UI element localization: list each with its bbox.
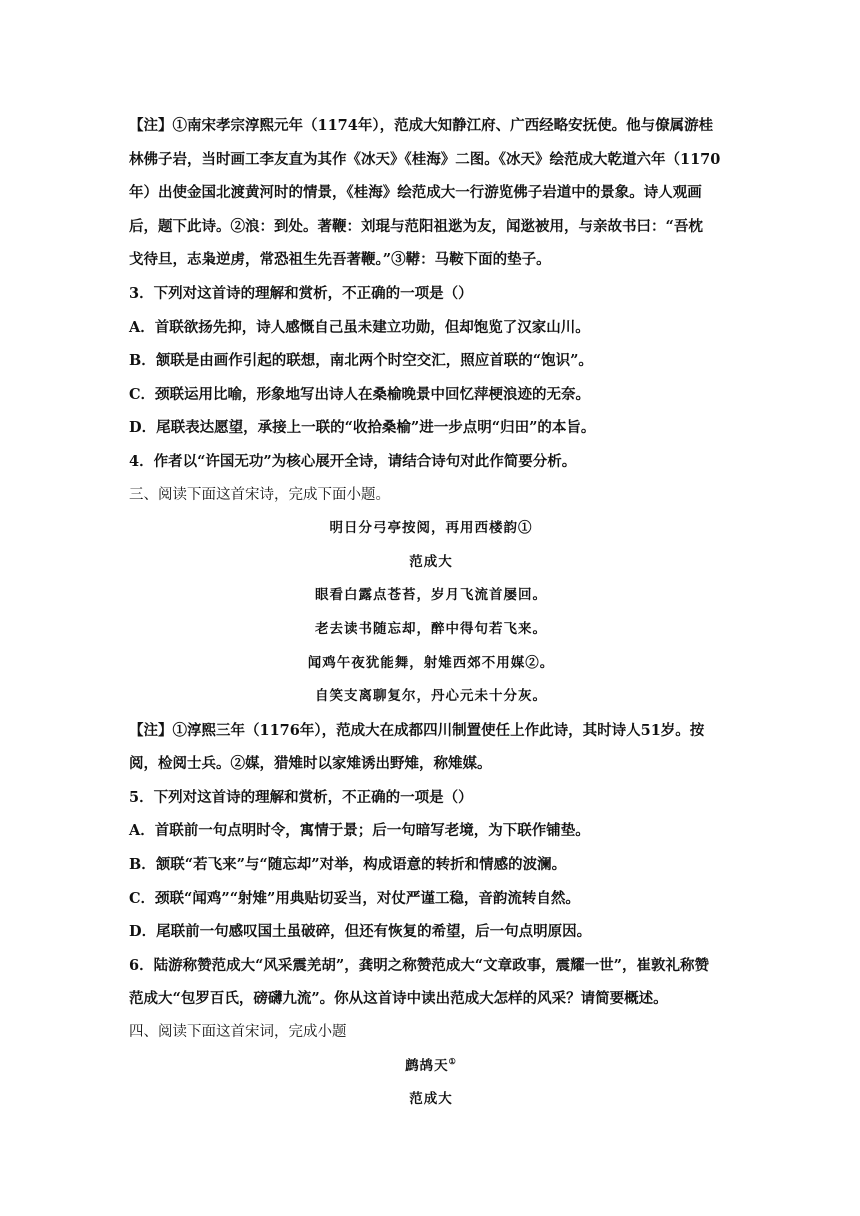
- question-6-line: 6．陆游称赞范成大“风采震羌胡”，龚明之称赞范成大“文章政事，震耀一世”，崔敦礼称赞: [129, 956, 709, 974]
- question-3-option-c: C．颈联运用比喻，形象地写出诗人在桑榆晚景中回忆萍梗浪迹的无奈。: [129, 385, 591, 403]
- question-4-stem: 4．作者以“许国无功”为核心展开全诗，请结合诗句对此作简要分析。: [129, 452, 577, 470]
- question-5-stem: 5．下列对这首诗的理解和赏析，不正确的一项是（）: [129, 788, 473, 806]
- poem-line: 闻鸡午夜犹能舞，射雉西郊不用媒②。: [307, 654, 555, 671]
- poem-title: 明日分弓亭按阅，再用西楼韵①: [329, 520, 533, 537]
- question-3-option-d: D．尾联表达愿望，承接上一联的“收拾桑榆”进一步点明“归田”的本旨。: [129, 419, 596, 437]
- poem-line: 眼看白露点苍苔，岁月飞流首屡回。: [315, 587, 547, 604]
- question-5-option-c: C．颈联“闻鸡”“射雉”用典贴切妥当，对仗严谨工稳，音韵流转自然。: [129, 889, 580, 907]
- poem-author: 范成大: [409, 553, 453, 570]
- ci-title-text: 鹧鸪天: [405, 1057, 449, 1074]
- section-4-heading: 四、阅读下面这首宋词，完成小题: [129, 1024, 347, 1041]
- poem-line: 自笑支离聊复尔，丹心元未十分灰。: [315, 688, 547, 705]
- question-5-option-b: B．颔联“若飞来”与“随忘却”对举，构成语意的转折和情感的波澜。: [129, 856, 567, 874]
- ci-title: [129, 1050, 733, 1084]
- question-3-option-a: A．首联欲扬先抑，诗人感慨自己虽未建立功勋，但却饱览了汉家山川。: [129, 318, 590, 336]
- note-line: 年）出使金国北渡黄河时的情景，《桂海》绘范成大一行游览佛子岩道中的景象。诗人观画: [129, 184, 702, 202]
- document-content: [129, 109, 733, 1117]
- note-line: 戈待旦，志枭逆虏，常恐祖生先吾著鞭。”③鞯：马鞍下面的垫子。: [129, 251, 551, 269]
- question-3-stem: 3．下列对这首诗的理解和赏析，不正确的一项是（）: [129, 284, 473, 302]
- note-line: 后，题下此诗。②浪：到处。著鞭：刘琨与范阳祖逖为友，闻逖被用，与亲故书曰：“吾枕: [129, 217, 703, 235]
- question-5-option-d: D．尾联前一句感叹国土虽破碎，但还有恢复的希望，后一句点明原因。: [129, 923, 592, 941]
- note-line: 【注】①南宋孝宗淳熙元年（1174年），范成大知静江府、广西经略安抚使。他与僚属游桂: [129, 117, 714, 134]
- question-5-option-a: A．首联前一句点明时令，寓情于景；后一句暗写老境，为下联作铺垫。: [129, 822, 590, 840]
- poem-line: 老去读书随忘却，醉中得句若飞来。: [315, 620, 547, 637]
- section-3-heading: 三、阅读下面这首宋诗，完成下面小题。: [129, 486, 390, 503]
- ci-author: 范成大: [409, 1091, 453, 1108]
- note-line: 【注】①淳熙三年（1176年），范成大在成都四川制置使任上作此诗，其时诗人51岁。按: [129, 721, 705, 739]
- question-3-option-b: B．颔联是由画作引起的联想，南北两个时空交汇，照应首联的“饱识”。: [129, 352, 593, 370]
- question-6-line: 范成大“包罗百氏，磅礴九流”。你从这首诗中读出范成大怎样的风采？请简要概述。: [129, 990, 668, 1008]
- note-line: 林佛子岩，当时画工李友直为其作《冰天》《桂海》二图。《冰天》绘范成大乾道六年（1170: [129, 150, 721, 168]
- note-line: 阅，检阅士兵。②媒，猎雉时以家雉诱出野雉，称雉媒。: [129, 755, 492, 773]
- ci-title-note-mark: ①: [448, 1055, 457, 1066]
